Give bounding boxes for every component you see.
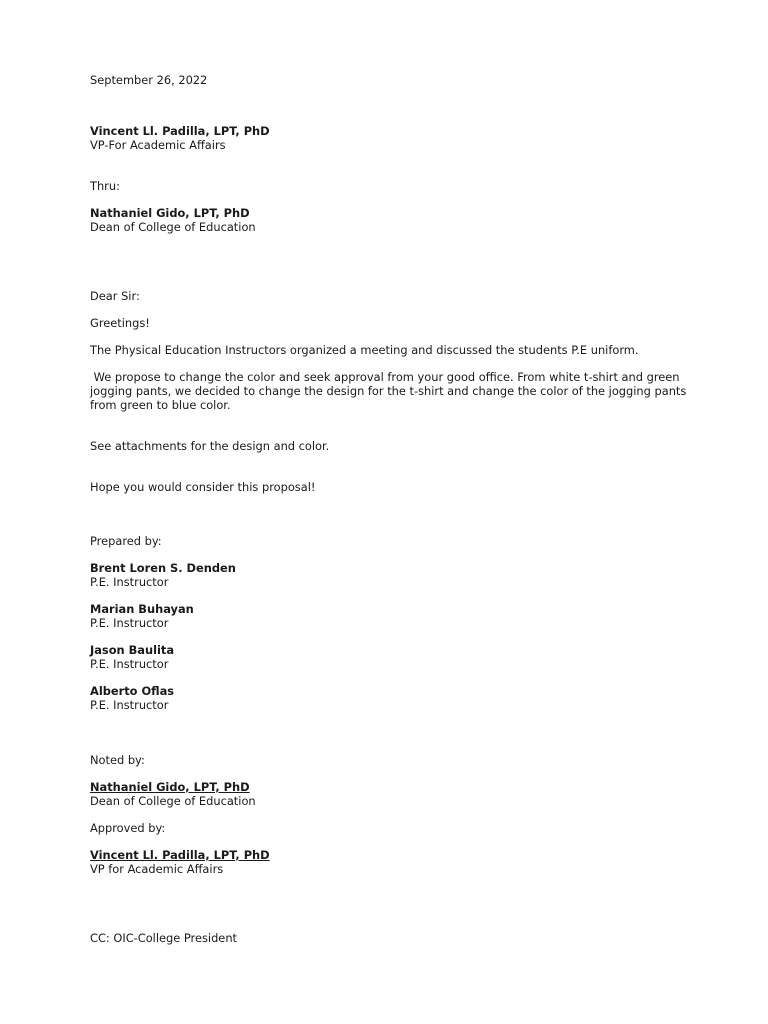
- noted-by-block: [90, 780, 690, 808]
- signatory: [90, 684, 690, 712]
- greeting: Greetings!: [90, 316, 150, 330]
- thru-name: Nathaniel Gido, LPT, PhD: [90, 206, 250, 220]
- signatory-title: P.E. Instructor: [90, 657, 169, 671]
- thru-title: Dean of College of Education: [90, 220, 256, 234]
- recipient-title: VP-For Academic Affairs: [90, 138, 226, 152]
- approved-by-label: Approved by:: [90, 821, 166, 835]
- thru-block: [90, 206, 690, 234]
- prepared-by-label: Prepared by:: [90, 534, 162, 548]
- body-paragraph-1: The Physical Education Instructors organized a meeting and discussed the students P.E uniform.: [90, 343, 639, 357]
- signatory: [90, 643, 690, 671]
- signatory-name: Brent Loren S. Denden: [90, 561, 236, 575]
- recipient-block: [90, 124, 690, 152]
- signatory-name: Marian Buhayan: [90, 602, 194, 616]
- body-paragraph-2-line: from green to blue color.: [90, 398, 231, 412]
- body-paragraph-3: See attachments for the design and color.: [90, 439, 330, 453]
- body-paragraph-2-line: We propose to change the color and seek approval from your good office. From white t-shirt and green: [90, 370, 680, 384]
- salutation: Dear Sir:: [90, 289, 140, 303]
- noted-by-title: Dean of College of Education: [90, 794, 256, 808]
- noted-by-name: Nathaniel Gido, LPT, PhD: [90, 780, 250, 794]
- cc-line: CC: OIC-College President: [90, 931, 238, 945]
- signatory-title: P.E. Instructor: [90, 575, 169, 589]
- signatory-title: P.E. Instructor: [90, 698, 169, 712]
- body-paragraph-4: Hope you would consider this proposal!: [90, 480, 316, 494]
- signatory-name: Jason Baulita: [90, 643, 175, 657]
- recipient-name: Vincent Ll. Padilla, LPT, PhD: [90, 124, 270, 138]
- signatory: [90, 561, 690, 589]
- thru-label: Thru:: [90, 179, 120, 193]
- signatory-title: P.E. Instructor: [90, 616, 169, 630]
- letter-date: September 26, 2022: [90, 73, 208, 87]
- approved-by-name: Vincent Ll. Padilla, LPT, PhD: [90, 848, 270, 862]
- signatory-name: Alberto Oflas: [90, 684, 175, 698]
- approved-by-block: [90, 848, 690, 876]
- body-paragraph-2-line: jogging pants, we decided to change the design for the t-shirt and change the color of the jogging pants: [90, 384, 687, 398]
- signatory: [90, 602, 690, 630]
- noted-by-label: Noted by:: [90, 753, 145, 767]
- approved-by-title: VP for Academic Affairs: [90, 862, 224, 876]
- body-paragraph-2: [90, 370, 690, 412]
